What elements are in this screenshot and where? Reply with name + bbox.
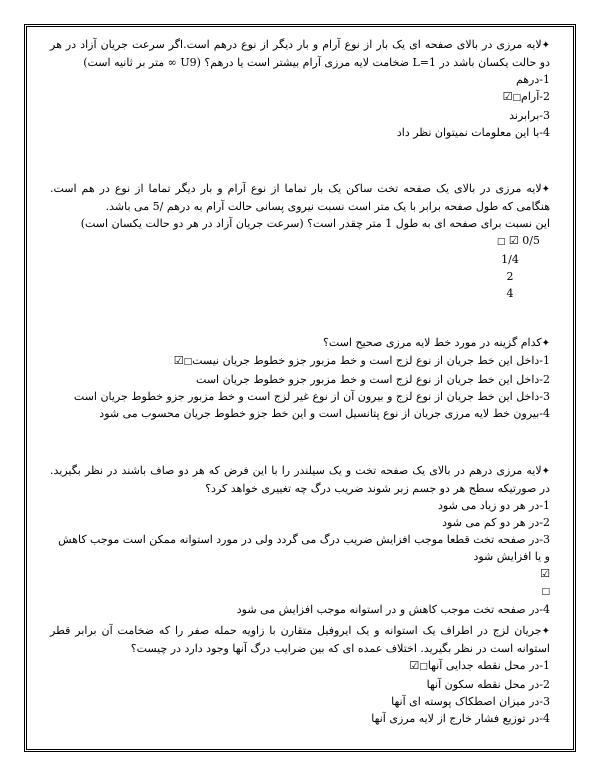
empty-box-icon: □ <box>512 93 522 103</box>
bullet-icon: ✦ <box>541 40 550 51</box>
question-3 <box>50 334 550 422</box>
empty-box-icon: □ <box>183 357 193 367</box>
question-3-option-3[interactable]: 3-داخل این خط جریان از نوع لزج و بیرون آن از نوع غیر لزج است و خط مزبور جزو خطوط جریان است <box>73 390 550 403</box>
empty-box-icon: □ <box>419 662 428 672</box>
checked-box-icon[interactable]: ☑ <box>540 567 550 580</box>
question-1-option-1[interactable]: 1-درهم <box>515 73 550 86</box>
question-2-option-2[interactable]: 1/4 <box>501 253 519 266</box>
question-3-option-2[interactable]: 2-داخل این خط جریان از نوع لزج است و خط مزبور جزو خطوط جریان است <box>196 373 550 386</box>
question-1-option-3[interactable]: 3-برابرند <box>509 109 550 122</box>
checked-box-icon[interactable]: ☑ <box>173 354 184 367</box>
question-5-option-3[interactable]: 3-در میزان اصطکاک پوسته ای آنها <box>391 695 550 708</box>
checked-box-icon[interactable]: ☑ <box>502 90 513 103</box>
bullet-icon: ✦ <box>541 466 550 477</box>
question-5-option-4[interactable]: 4-در توزیع فشار خارج از لایه مرزی آنها <box>371 712 550 725</box>
question-5-option-2[interactable]: 2-در محل نقطه سکون آنها <box>426 678 550 691</box>
question-4-option-3[interactable]: 3-در صفحه تخت قطعا موجب افزایش ضریب درگ می گردد ولی در مورد استوانه ممکن است موجب کاهش و یا افزایش شود <box>58 533 550 563</box>
question-5-stem: ✦جریان لزج در اطراف یک استوانه و یک ایروفیل متقارن با زاویه حمله صفر را که ضخامت آن برابر قطر استوانه است در نظر بگیرید. اختلاف عمده ای که بین ضرایب درگ آنها وجود دارد در چیست؟ <box>50 624 550 655</box>
question-3-option-4[interactable]: 4-بیرون خط لایه مرزی جریان از نوع پتانسیل است و این خط جزو خطوط جریان محسوب می شود <box>99 407 550 420</box>
question-3-option-1[interactable]: 1-داخل این خط جریان از نوع لزج است و خط مزبور جزو خطوط جریان نیست□☑ <box>173 354 550 367</box>
bullet-icon: ✦ <box>541 338 550 349</box>
question-4-option-2[interactable]: 2-در هر دو کم می شود <box>442 516 550 529</box>
question-2-stem: ✦لایه مرزی در بالای یک صفحه تخت ساکن یک بار تماما از نوع آرام و بار دیگر تماما از نوع در هم است. هنگامی که طول صفحه برابر با یک متر است نسبت نیروی پسانی حالت آرام به درهم /5 می باشد. <box>50 182 550 213</box>
question-5 <box>50 622 550 727</box>
question-4 <box>50 462 550 618</box>
question-4-stem: ✦لایه مرزی درهم در بالای یک صفحه تخت و یک سیلندر را با این فرض که هر دو صاف باشند در نظر بگیرید. در صورتیکه سطح هر دو جسم زبر شوند ضریب درگ چه تغییری خواهد کرد؟ <box>50 464 550 495</box>
bullet-icon: ✦ <box>541 184 550 195</box>
question-4-option-1[interactable]: 1-در هر دو زیاد می شود <box>438 499 550 512</box>
question-4-option-4[interactable]: 4-در صفحه تخت موجب کاهش و در استوانه موجب افزایش می شود <box>236 603 550 616</box>
question-3-stem: ✦کدام گزینه در مورد خط لایه مرزی صحیح است؟ <box>323 336 550 349</box>
question-4-option-3-mark[interactable] <box>50 565 550 601</box>
question-1-option-2[interactable]: 2-آرام□☑ <box>502 90 550 103</box>
question-2-option-3[interactable]: 2 <box>506 270 514 283</box>
question-2-option-4[interactable]: 4 <box>506 287 514 300</box>
checked-box-icon[interactable]: ☑ <box>409 659 420 672</box>
question-2-stem-2: این نسبت برای صفحه ای به طول 1 متر چقدر است؟ (سرعت جریان آزاد در هر دو حالت یکسان است) <box>80 217 550 230</box>
question-5-option-1[interactable]: 1-در محل نقطه جدایی آنها□☑ <box>409 659 550 672</box>
question-1 <box>50 36 550 141</box>
question-2-options <box>480 232 540 302</box>
question-1-stem: ✦لایه مرزی در بالای صفحه ای یک بار از نوع آرام و بار دیگر از نوع درهم است.اگر سرعت جریان آزاد در هر دو حالت یکسان باشد در L=1 ضخامت لایه مرزی آرام بیشتر است یا درهم؟ (U9 ∞ متر بر ثانیه است) <box>50 38 550 69</box>
checked-box-icon[interactable]: ☑ <box>508 234 519 247</box>
empty-box-icon: □ <box>496 237 506 247</box>
bullet-icon: ✦ <box>541 626 550 637</box>
question-1-option-4[interactable]: 4-با این معلومات نمیتوان نظر داد <box>396 126 550 139</box>
question-2 <box>50 180 550 302</box>
empty-box-icon: □ <box>541 587 550 597</box>
question-2-option-1[interactable]: □ ☑ 0/5 <box>496 234 540 247</box>
